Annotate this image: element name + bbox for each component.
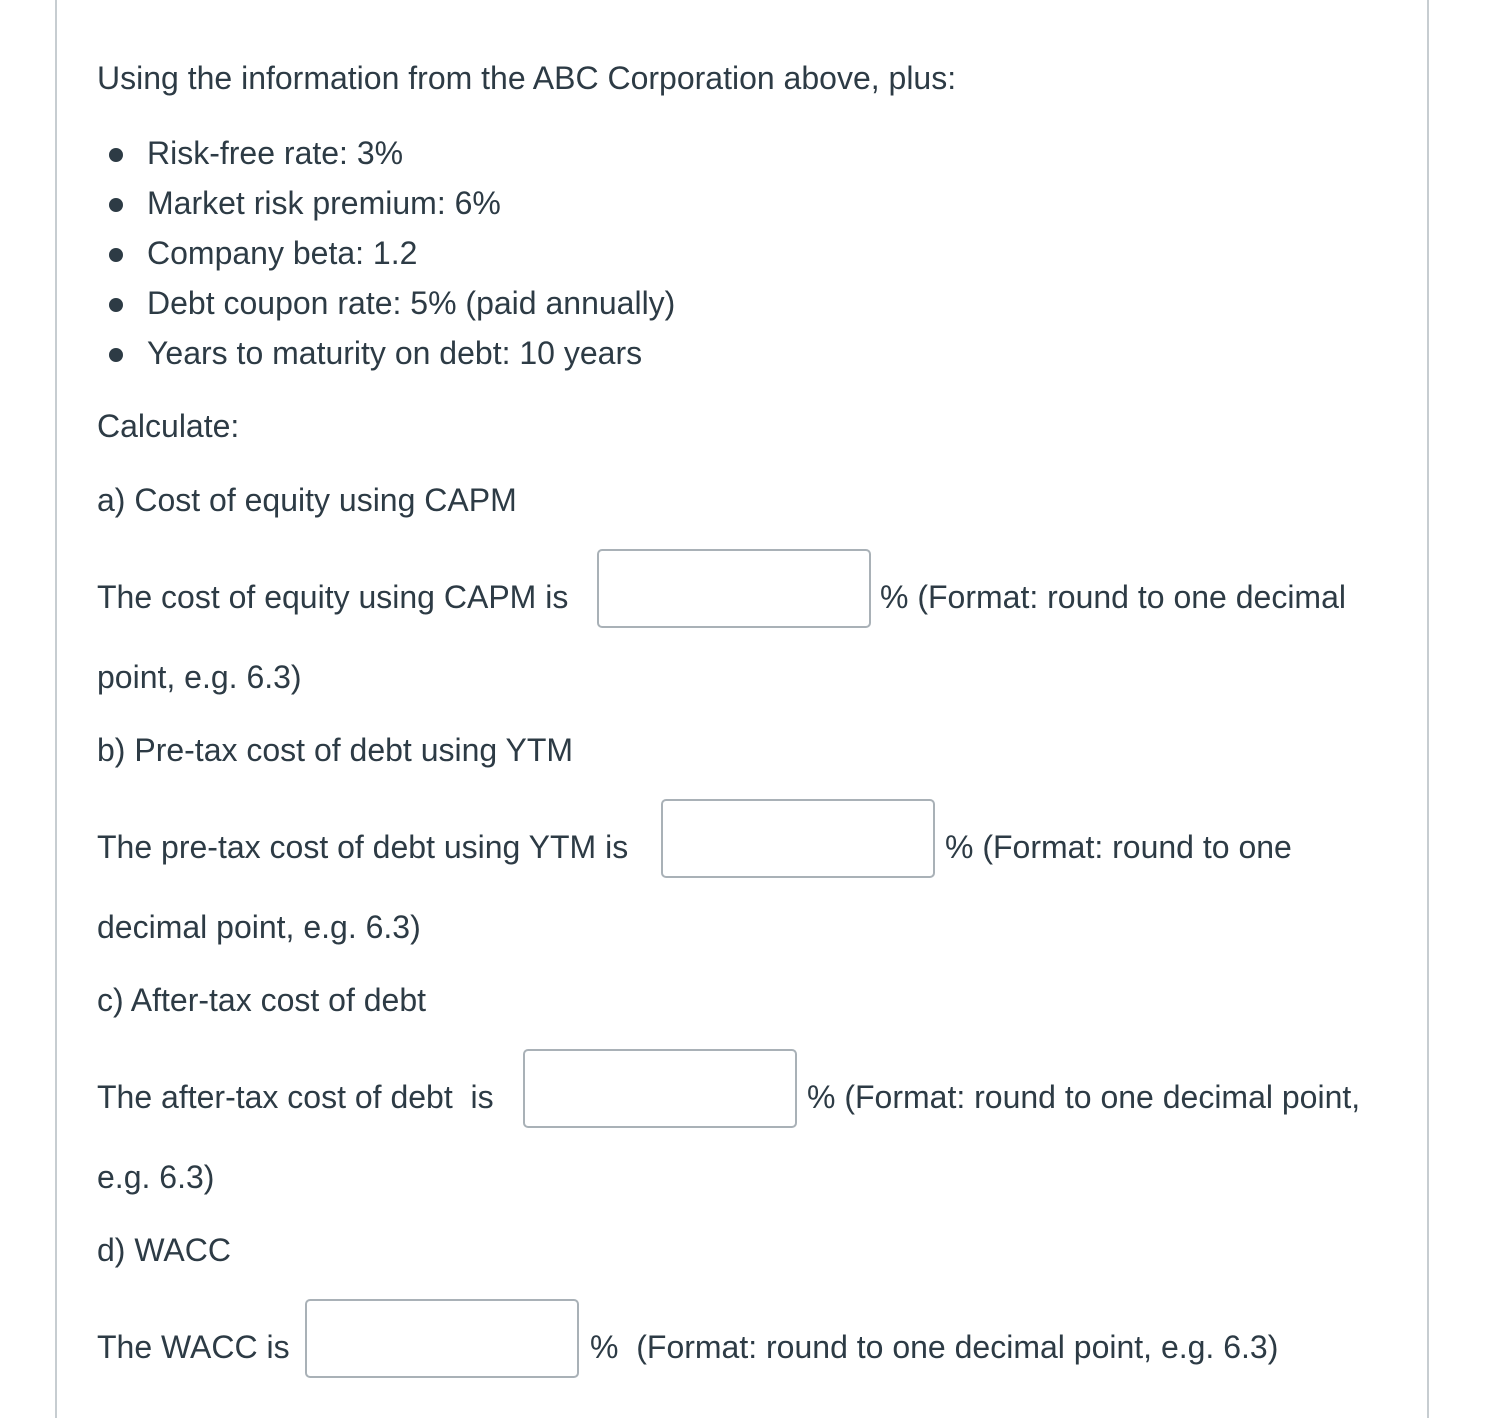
- part-a-format-hint-cont: point, e.g. 6.3): [97, 659, 302, 695]
- aftertax-cost-of-debt-input[interactable]: [523, 1049, 797, 1128]
- part-b-format-hint-cont: decimal point, e.g. 6.3): [97, 909, 421, 945]
- part-c-format-hint-cont: e.g. 6.3): [97, 1159, 215, 1195]
- part-b-heading: b) Pre-tax cost of debt using YTM: [97, 732, 574, 768]
- intro-text: Using the information from the ABC Corporation above, plus:: [97, 60, 957, 96]
- pretax-cost-of-debt-input[interactable]: [661, 799, 935, 878]
- part-b-prompt: The pre-tax cost of debt using YTM is: [97, 829, 629, 865]
- list-item: Debt coupon rate: 5% (paid annually): [109, 282, 675, 332]
- part-b-format-hint: % (Format: round to one: [945, 829, 1292, 865]
- calculate-label: Calculate:: [97, 408, 240, 444]
- part-a-heading: a) Cost of equity using CAPM: [97, 482, 517, 518]
- cost-of-equity-input[interactable]: [597, 549, 871, 628]
- part-a-format-hint: % (Format: round to one decimal: [880, 579, 1346, 615]
- part-d-prompt: The WACC is: [97, 1329, 290, 1365]
- list-item: Risk-free rate: 3%: [109, 132, 675, 182]
- part-d-format-hint: % (Format: round to one decimal point, e.g. 6.3): [590, 1329, 1279, 1365]
- part-a-prompt: The cost of equity using CAPM is: [97, 579, 569, 615]
- given-info-list: [109, 132, 675, 382]
- list-item: Market risk premium: 6%: [109, 182, 675, 232]
- list-item: Years to maturity on debt: 10 years: [109, 332, 675, 382]
- part-c-prompt: The after-tax cost of debt is: [97, 1079, 494, 1115]
- wacc-input[interactable]: [305, 1299, 579, 1378]
- part-d-heading: d) WACC: [97, 1232, 231, 1268]
- list-item: Company beta: 1.2: [109, 232, 675, 282]
- part-c-heading: c) After-tax cost of debt: [97, 982, 427, 1018]
- part-c-format-hint: % (Format: round to one decimal point,: [807, 1079, 1361, 1115]
